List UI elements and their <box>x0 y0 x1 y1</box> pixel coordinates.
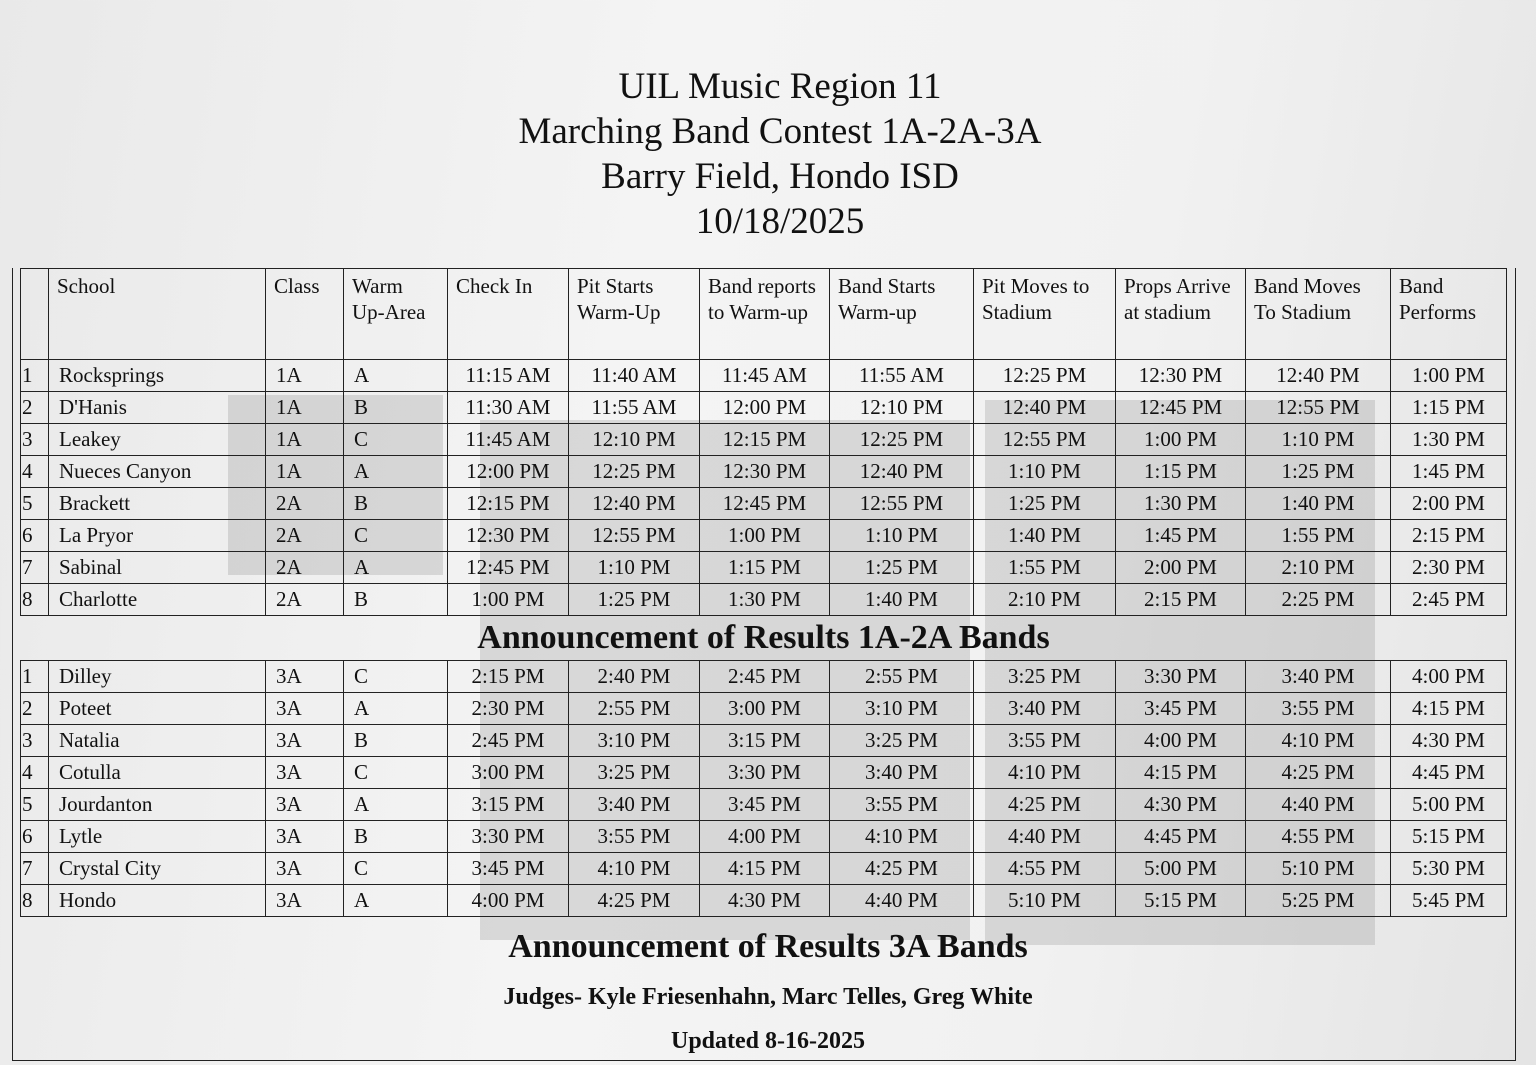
pit-moves: 3:40 PM <box>974 693 1116 725</box>
props-arrive: 1:30 PM <box>1116 488 1246 520</box>
band-performs: 1:00 PM <box>1391 360 1507 392</box>
band-performs: 2:15 PM <box>1391 520 1507 552</box>
announcement-1a-2a: Announcement of Results 1A-2A Bands <box>21 616 1507 661</box>
pit-moves: 1:40 PM <box>974 520 1116 552</box>
pit-starts-warm-up: 1:25 PM <box>569 584 700 616</box>
table-row <box>21 789 1507 821</box>
class: 2A <box>266 584 344 616</box>
class: 1A <box>266 424 344 456</box>
school-name: Crystal City <box>49 853 266 885</box>
column-header-school-name: School <box>49 269 266 360</box>
class: 3A <box>266 821 344 853</box>
warm-up-area: A <box>344 456 448 488</box>
props-arrive: 4:15 PM <box>1116 757 1246 789</box>
table-row <box>21 360 1507 392</box>
band-performs: 1:15 PM <box>1391 392 1507 424</box>
row-number: 4 <box>21 757 49 789</box>
warm-up-area: A <box>344 360 448 392</box>
table-row <box>21 853 1507 885</box>
pit-starts-warm-up: 11:40 AM <box>569 360 700 392</box>
school-name: Nueces Canyon <box>49 456 266 488</box>
row-number: 8 <box>21 885 49 917</box>
band-reports: 12:00 PM <box>700 392 830 424</box>
check-in: 2:15 PM <box>448 661 569 693</box>
column-header-class: Class <box>266 269 344 360</box>
row-number: 1 <box>21 360 49 392</box>
warm-up-area: B <box>344 392 448 424</box>
pit-moves: 12:40 PM <box>974 392 1116 424</box>
props-arrive: 3:45 PM <box>1116 693 1246 725</box>
band-moves: 5:25 PM <box>1246 885 1391 917</box>
school-name: Natalia <box>49 725 266 757</box>
band-reports: 3:45 PM <box>700 789 830 821</box>
school-name: Sabinal <box>49 552 266 584</box>
band-reports: 12:45 PM <box>700 488 830 520</box>
check-in: 11:45 AM <box>448 424 569 456</box>
band-moves: 4:25 PM <box>1246 757 1391 789</box>
band-performs: 4:15 PM <box>1391 693 1507 725</box>
band-moves: 3:55 PM <box>1246 693 1391 725</box>
pit-starts-warm-up: 3:40 PM <box>569 789 700 821</box>
column-header-check-in: Check In <box>448 269 569 360</box>
band-reports: 3:15 PM <box>700 725 830 757</box>
band-performs: 5:30 PM <box>1391 853 1507 885</box>
check-in: 3:45 PM <box>448 853 569 885</box>
check-in: 3:15 PM <box>448 789 569 821</box>
pit-starts-warm-up: 3:25 PM <box>569 757 700 789</box>
band-starts-warm-up: 4:40 PM <box>830 885 974 917</box>
class: 2A <box>266 552 344 584</box>
band-starts-warm-up: 1:40 PM <box>830 584 974 616</box>
school-name: D'Hanis <box>49 392 266 424</box>
band-moves: 1:55 PM <box>1246 520 1391 552</box>
band-starts-warm-up: 12:10 PM <box>830 392 974 424</box>
band-starts-warm-up: 1:10 PM <box>830 520 974 552</box>
warm-up-area: C <box>344 853 448 885</box>
band-starts-warm-up: 12:25 PM <box>830 424 974 456</box>
table-row <box>21 424 1507 456</box>
class: 1A <box>266 360 344 392</box>
pit-moves: 3:25 PM <box>974 661 1116 693</box>
band-reports: 12:15 PM <box>700 424 830 456</box>
pit-moves: 2:10 PM <box>974 584 1116 616</box>
column-header-pit-starts-warm-up: Pit Starts Warm-Up <box>569 269 700 360</box>
table-row <box>21 821 1507 853</box>
school-name: Leakey <box>49 424 266 456</box>
class: 3A <box>266 789 344 821</box>
class: 3A <box>266 853 344 885</box>
pit-starts-warm-up: 12:55 PM <box>569 520 700 552</box>
pit-moves: 1:25 PM <box>974 488 1116 520</box>
band-reports: 1:00 PM <box>700 520 830 552</box>
column-header-band-starts-warm-up: Band Starts Warm-up <box>830 269 974 360</box>
column-header-band-moves: Band Moves To Stadium <box>1246 269 1391 360</box>
props-arrive: 4:30 PM <box>1116 789 1246 821</box>
announcement-3a: Announcement of Results 3A Bands <box>508 928 1028 965</box>
props-arrive: 12:30 PM <box>1116 360 1246 392</box>
pit-starts-warm-up: 2:55 PM <box>569 693 700 725</box>
school-name: Lytle <box>49 821 266 853</box>
props-arrive: 3:30 PM <box>1116 661 1246 693</box>
band-starts-warm-up: 3:25 PM <box>830 725 974 757</box>
announcement-row <box>21 616 1507 661</box>
band-reports: 1:30 PM <box>700 584 830 616</box>
check-in: 2:30 PM <box>448 693 569 725</box>
band-reports: 4:30 PM <box>700 885 830 917</box>
pit-moves: 1:10 PM <box>974 456 1116 488</box>
band-starts-warm-up: 3:55 PM <box>830 789 974 821</box>
band-reports: 11:45 AM <box>700 360 830 392</box>
pit-starts-warm-up: 2:40 PM <box>569 661 700 693</box>
band-moves: 1:10 PM <box>1246 424 1391 456</box>
band-starts-warm-up: 3:10 PM <box>830 693 974 725</box>
band-performs: 4:00 PM <box>1391 661 1507 693</box>
row-number: 2 <box>21 693 49 725</box>
school-name: La Pryor <box>49 520 266 552</box>
props-arrive: 5:00 PM <box>1116 853 1246 885</box>
band-starts-warm-up: 4:10 PM <box>830 821 974 853</box>
band-moves: 4:55 PM <box>1246 821 1391 853</box>
band-performs: 4:45 PM <box>1391 757 1507 789</box>
row-number: 5 <box>21 488 49 520</box>
updated-date: Updated 8-16-2025 <box>670 1028 865 1054</box>
pit-moves: 12:25 PM <box>974 360 1116 392</box>
pit-starts-warm-up: 3:55 PM <box>569 821 700 853</box>
pit-starts-warm-up: 4:25 PM <box>569 885 700 917</box>
pit-moves: 3:55 PM <box>974 725 1116 757</box>
row-number: 7 <box>21 853 49 885</box>
row-number: 8 <box>21 584 49 616</box>
table-row <box>21 520 1507 552</box>
pit-moves: 5:10 PM <box>974 885 1116 917</box>
check-in: 4:00 PM <box>448 885 569 917</box>
band-moves: 5:10 PM <box>1246 853 1391 885</box>
column-header-pit-moves: Pit Moves to Stadium <box>974 269 1116 360</box>
check-in: 12:30 PM <box>448 520 569 552</box>
pit-starts-warm-up: 12:10 PM <box>569 424 700 456</box>
school-name: Rocksprings <box>49 360 266 392</box>
row-number: 4 <box>21 456 49 488</box>
title-venue: Barry Field, Hondo ISD <box>601 156 959 197</box>
table-row <box>21 725 1507 757</box>
title-date: 10/18/2025 <box>695 201 865 242</box>
table-row <box>21 392 1507 424</box>
band-reports: 12:30 PM <box>700 456 830 488</box>
pit-starts-warm-up: 4:10 PM <box>569 853 700 885</box>
band-moves: 4:40 PM <box>1246 789 1391 821</box>
props-arrive: 4:45 PM <box>1116 821 1246 853</box>
pit-starts-warm-up: 3:10 PM <box>569 725 700 757</box>
warm-up-area: C <box>344 661 448 693</box>
band-performs: 2:30 PM <box>1391 552 1507 584</box>
band-starts-warm-up: 11:55 AM <box>830 360 974 392</box>
class: 3A <box>266 661 344 693</box>
warm-up-area: C <box>344 424 448 456</box>
band-moves: 2:10 PM <box>1246 552 1391 584</box>
school-name: Charlotte <box>49 584 266 616</box>
props-arrive: 5:15 PM <box>1116 885 1246 917</box>
band-reports: 1:15 PM <box>700 552 830 584</box>
check-in: 1:00 PM <box>448 584 569 616</box>
band-performs: 4:30 PM <box>1391 725 1507 757</box>
warm-up-area: C <box>344 757 448 789</box>
band-moves: 4:10 PM <box>1246 725 1391 757</box>
pit-starts-warm-up: 11:55 AM <box>569 392 700 424</box>
class: 3A <box>266 885 344 917</box>
pit-moves: 12:55 PM <box>974 424 1116 456</box>
band-moves: 12:40 PM <box>1246 360 1391 392</box>
row-number: 1 <box>21 661 49 693</box>
class: 3A <box>266 757 344 789</box>
warm-up-area: A <box>344 693 448 725</box>
pit-starts-warm-up: 12:25 PM <box>569 456 700 488</box>
column-header-row-number <box>21 269 49 360</box>
column-header-props-arrive: Props Arrive at stadium <box>1116 269 1246 360</box>
check-in: 12:45 PM <box>448 552 569 584</box>
warm-up-area: A <box>344 789 448 821</box>
check-in: 12:15 PM <box>448 488 569 520</box>
table-row <box>21 661 1507 693</box>
band-performs: 2:00 PM <box>1391 488 1507 520</box>
warm-up-area: C <box>344 520 448 552</box>
pit-moves: 4:55 PM <box>974 853 1116 885</box>
table-row <box>21 552 1507 584</box>
props-arrive: 1:00 PM <box>1116 424 1246 456</box>
check-in: 2:45 PM <box>448 725 569 757</box>
school-name: Cotulla <box>49 757 266 789</box>
check-in: 11:30 AM <box>448 392 569 424</box>
band-reports: 2:45 PM <box>700 661 830 693</box>
table-row <box>21 693 1507 725</box>
school-name: Brackett <box>49 488 266 520</box>
column-header-warm-up-area: Warm Up-Area <box>344 269 448 360</box>
warm-up-area: B <box>344 488 448 520</box>
row-number: 7 <box>21 552 49 584</box>
band-starts-warm-up: 1:25 PM <box>830 552 974 584</box>
school-name: Poteet <box>49 693 266 725</box>
schedule-table <box>20 268 1507 917</box>
row-number: 3 <box>21 424 49 456</box>
band-moves: 3:40 PM <box>1246 661 1391 693</box>
school-name: Dilley <box>49 661 266 693</box>
props-arrive: 12:45 PM <box>1116 392 1246 424</box>
band-reports: 3:00 PM <box>700 693 830 725</box>
band-reports: 3:30 PM <box>700 757 830 789</box>
title-region: UIL Music Region 11 <box>618 66 942 107</box>
band-performs: 1:30 PM <box>1391 424 1507 456</box>
judges-line: Judges- Kyle Friesenhahn, Marc Telles, Greg White <box>503 984 1033 1010</box>
row-number: 2 <box>21 392 49 424</box>
band-performs: 2:45 PM <box>1391 584 1507 616</box>
warm-up-area: B <box>344 584 448 616</box>
band-performs: 5:45 PM <box>1391 885 1507 917</box>
band-starts-warm-up: 4:25 PM <box>830 853 974 885</box>
props-arrive: 1:15 PM <box>1116 456 1246 488</box>
band-moves: 1:25 PM <box>1246 456 1391 488</box>
band-starts-warm-up: 2:55 PM <box>830 661 974 693</box>
props-arrive: 1:45 PM <box>1116 520 1246 552</box>
column-header-band-performs: Band Performs <box>1391 269 1507 360</box>
band-performs: 1:45 PM <box>1391 456 1507 488</box>
band-starts-warm-up: 12:55 PM <box>830 488 974 520</box>
row-number: 3 <box>21 725 49 757</box>
props-arrive: 2:00 PM <box>1116 552 1246 584</box>
class: 1A <box>266 392 344 424</box>
props-arrive: 2:15 PM <box>1116 584 1246 616</box>
band-performs: 5:15 PM <box>1391 821 1507 853</box>
pit-moves: 4:40 PM <box>974 821 1116 853</box>
band-reports: 4:15 PM <box>700 853 830 885</box>
check-in: 12:00 PM <box>448 456 569 488</box>
table-row <box>21 584 1507 616</box>
band-moves: 2:25 PM <box>1246 584 1391 616</box>
pit-starts-warm-up: 1:10 PM <box>569 552 700 584</box>
class: 1A <box>266 456 344 488</box>
band-moves: 1:40 PM <box>1246 488 1391 520</box>
class: 2A <box>266 488 344 520</box>
table-row <box>21 757 1507 789</box>
check-in: 3:00 PM <box>448 757 569 789</box>
class: 2A <box>266 520 344 552</box>
school-name: Jourdanton <box>49 789 266 821</box>
table-row <box>21 456 1507 488</box>
table-row <box>21 488 1507 520</box>
band-starts-warm-up: 3:40 PM <box>830 757 974 789</box>
row-number: 5 <box>21 789 49 821</box>
band-performs: 5:00 PM <box>1391 789 1507 821</box>
row-number: 6 <box>21 821 49 853</box>
title-contest: Marching Band Contest 1A-2A-3A <box>518 111 1042 152</box>
table-header-row <box>21 269 1507 360</box>
band-starts-warm-up: 12:40 PM <box>830 456 974 488</box>
school-name: Hondo <box>49 885 266 917</box>
pit-moves: 4:10 PM <box>974 757 1116 789</box>
table-row <box>21 885 1507 917</box>
pit-moves: 1:55 PM <box>974 552 1116 584</box>
band-moves: 12:55 PM <box>1246 392 1391 424</box>
band-reports: 4:00 PM <box>700 821 830 853</box>
check-in: 3:30 PM <box>448 821 569 853</box>
class: 3A <box>266 725 344 757</box>
document-title <box>0 64 1536 244</box>
props-arrive: 4:00 PM <box>1116 725 1246 757</box>
warm-up-area: B <box>344 725 448 757</box>
check-in: 11:15 AM <box>448 360 569 392</box>
row-number: 6 <box>21 520 49 552</box>
warm-up-area: B <box>344 821 448 853</box>
pit-starts-warm-up: 12:40 PM <box>569 488 700 520</box>
class: 3A <box>266 693 344 725</box>
column-header-band-reports: Band reports to Warm-up <box>700 269 830 360</box>
pit-moves: 4:25 PM <box>974 789 1116 821</box>
warm-up-area: A <box>344 552 448 584</box>
warm-up-area: A <box>344 885 448 917</box>
